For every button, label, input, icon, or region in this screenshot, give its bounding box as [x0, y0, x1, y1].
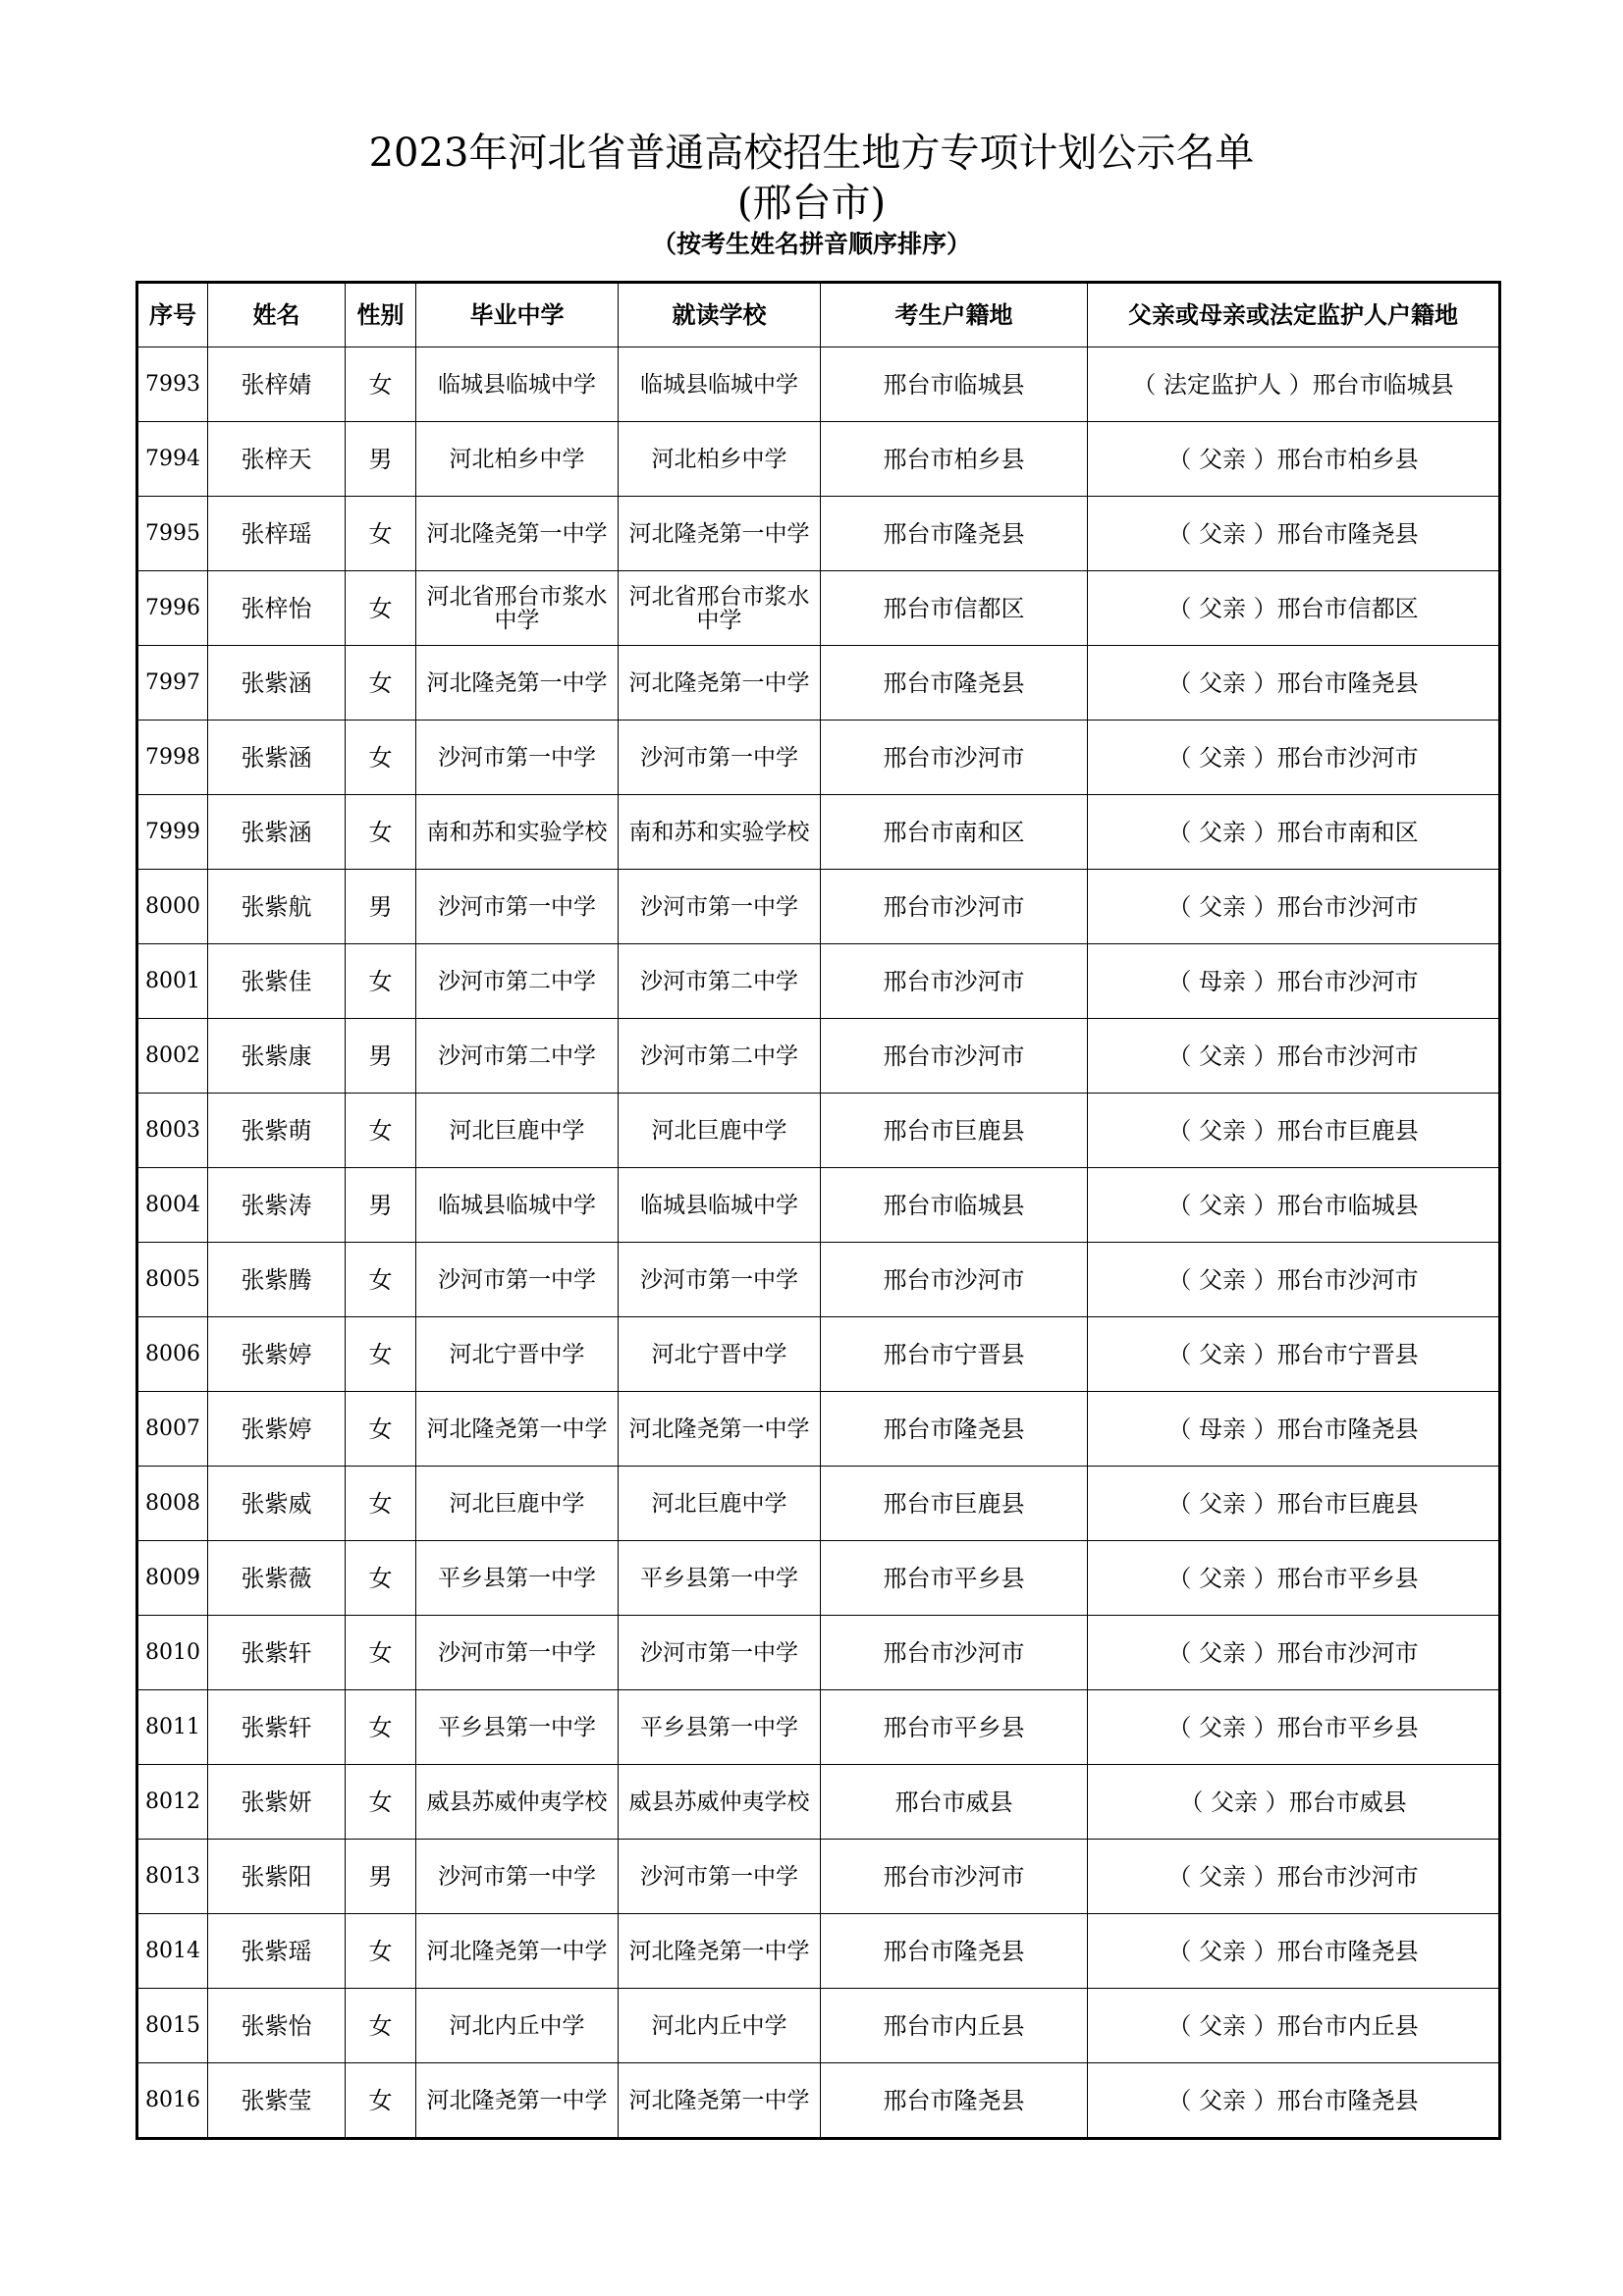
- cell-residence: 邢台市内丘县: [821, 1989, 1088, 2063]
- cell-current-school: 平乡县第一中学: [619, 1690, 821, 1765]
- cell-grad-school: 河北内丘中学: [416, 1989, 619, 2063]
- cell-current-school: 沙河市第一中学: [619, 1616, 821, 1690]
- table-row: [137, 1541, 1500, 1616]
- cell-name: 张梓怡: [208, 571, 346, 646]
- table-row: [137, 497, 1500, 571]
- cell-current-school: 沙河市第一中学: [619, 1243, 821, 1317]
- cell-current-school: 河北宁晋中学: [619, 1317, 821, 1392]
- cell-current-school: 河北巨鹿中学: [619, 1467, 821, 1541]
- table-row: [137, 1914, 1500, 1989]
- cell-guardian-residence: （ 法定监护人 ）邢台市临城县: [1088, 347, 1500, 422]
- cell-grad-school: 平乡县第一中学: [416, 1541, 619, 1616]
- cell-residence: 邢台市巨鹿县: [821, 1094, 1088, 1168]
- cell-current-school: 临城县临城中学: [619, 1168, 821, 1243]
- cell-grad-school: 河北柏乡中学: [416, 422, 619, 497]
- cell-current-school: 威县苏威仲夷学校: [619, 1765, 821, 1840]
- cell-residence: 邢台市临城县: [821, 1168, 1088, 1243]
- cell-grad-school: 河北巨鹿中学: [416, 1467, 619, 1541]
- cell-gender: 女: [346, 721, 416, 795]
- cell-residence: 邢台市隆尧县: [821, 2063, 1088, 2139]
- cell-current-school: 河北隆尧第一中学: [619, 646, 821, 721]
- cell-seq: 7999: [137, 795, 208, 870]
- cell-name: 张紫佳: [208, 944, 346, 1019]
- table-header: [137, 283, 1500, 347]
- cell-grad-school: 沙河市第一中学: [416, 870, 619, 944]
- table-row: [137, 1094, 1500, 1168]
- header-name: 姓名: [208, 283, 346, 347]
- cell-current-school: 河北内丘中学: [619, 1989, 821, 2063]
- cell-grad-school: 沙河市第一中学: [416, 1616, 619, 1690]
- cell-current-school: 沙河市第一中学: [619, 721, 821, 795]
- cell-gender: 女: [346, 795, 416, 870]
- header-grad-school: 毕业中学: [416, 283, 619, 347]
- cell-residence: 邢台市隆尧县: [821, 1914, 1088, 1989]
- cell-current-school: 河北隆尧第一中学: [619, 2063, 821, 2139]
- cell-residence: 邢台市南和区: [821, 795, 1088, 870]
- cell-residence: 邢台市沙河市: [821, 1840, 1088, 1914]
- cell-name: 张紫瑶: [208, 1914, 346, 1989]
- cell-seq: 7996: [137, 571, 208, 646]
- cell-guardian-residence: （ 父亲 ）邢台市南和区: [1088, 795, 1500, 870]
- cell-grad-school: 临城县临城中学: [416, 347, 619, 422]
- cell-seq: 8001: [137, 944, 208, 1019]
- cell-seq: 8012: [137, 1765, 208, 1840]
- cell-gender: 女: [346, 1467, 416, 1541]
- cell-guardian-residence: （ 父亲 ）邢台市隆尧县: [1088, 1914, 1500, 1989]
- cell-gender: 女: [346, 1765, 416, 1840]
- header-row: [137, 283, 1500, 347]
- table-row: [137, 1690, 1500, 1765]
- cell-residence: 邢台市隆尧县: [821, 1392, 1088, 1467]
- cell-current-school: 平乡县第一中学: [619, 1541, 821, 1616]
- roster-table: [135, 281, 1501, 2140]
- cell-guardian-residence: （ 父亲 ）邢台市平乡县: [1088, 1541, 1500, 1616]
- cell-gender: 女: [346, 1541, 416, 1616]
- table-row: [137, 1840, 1500, 1914]
- table-row: [137, 1317, 1500, 1392]
- table-row: [137, 347, 1500, 422]
- cell-gender: 女: [346, 2063, 416, 2139]
- document-title: 2023年河北省普通高校招生地方专项计划公示名单: [368, 131, 1255, 176]
- cell-seq: 8000: [137, 870, 208, 944]
- cell-seq: 8015: [137, 1989, 208, 2063]
- cell-name: 张紫莹: [208, 2063, 346, 2139]
- cell-current-school: 河北隆尧第一中学: [619, 1914, 821, 1989]
- cell-gender: 女: [346, 1094, 416, 1168]
- cell-gender: 男: [346, 422, 416, 497]
- cell-name: 张紫阳: [208, 1840, 346, 1914]
- cell-seq: 8007: [137, 1392, 208, 1467]
- cell-name: 张紫涵: [208, 795, 346, 870]
- cell-guardian-residence: （ 父亲 ）邢台市信都区: [1088, 571, 1500, 646]
- cell-grad-school: 河北省邢台市浆水中学: [416, 571, 619, 646]
- cell-guardian-residence: （ 父亲 ）邢台市柏乡县: [1088, 422, 1500, 497]
- cell-residence: 邢台市信都区: [821, 571, 1088, 646]
- cell-name: 张紫涛: [208, 1168, 346, 1243]
- cell-seq: 8010: [137, 1616, 208, 1690]
- cell-gender: 男: [346, 1840, 416, 1914]
- cell-name: 张紫婷: [208, 1317, 346, 1392]
- cell-name: 张紫轩: [208, 1690, 346, 1765]
- cell-name: 张梓瑶: [208, 497, 346, 571]
- cell-name: 张紫威: [208, 1467, 346, 1541]
- table-row: [137, 1765, 1500, 1840]
- cell-name: 张梓天: [208, 422, 346, 497]
- cell-seq: 8016: [137, 2063, 208, 2139]
- table-row: [137, 1019, 1500, 1094]
- cell-seq: 7993: [137, 347, 208, 422]
- header-guardian-residence: 父亲或母亲或法定监护人户籍地: [1088, 283, 1500, 347]
- cell-guardian-residence: （ 父亲 ）邢台市平乡县: [1088, 1690, 1500, 1765]
- cell-seq: 7995: [137, 497, 208, 571]
- cell-grad-school: 河北隆尧第一中学: [416, 1392, 619, 1467]
- cell-current-school: 沙河市第二中学: [619, 1019, 821, 1094]
- cell-guardian-residence: （ 父亲 ）邢台市内丘县: [1088, 1989, 1500, 2063]
- cell-guardian-residence: （ 父亲 ）邢台市威县: [1088, 1765, 1500, 1840]
- cell-seq: 8011: [137, 1690, 208, 1765]
- cell-current-school: 河北巨鹿中学: [619, 1094, 821, 1168]
- table-row: [137, 1467, 1500, 1541]
- document-subtitle: (邢台市): [736, 181, 887, 226]
- cell-gender: 女: [346, 646, 416, 721]
- cell-seq: 8004: [137, 1168, 208, 1243]
- cell-name: 张紫涵: [208, 646, 346, 721]
- cell-guardian-residence: （ 父亲 ）邢台市巨鹿县: [1088, 1467, 1500, 1541]
- cell-name: 张紫腾: [208, 1243, 346, 1317]
- table-row: [137, 1392, 1500, 1467]
- cell-guardian-residence: （ 父亲 ）邢台市临城县: [1088, 1168, 1500, 1243]
- cell-residence: 邢台市沙河市: [821, 1616, 1088, 1690]
- cell-current-school: 南和苏和实验学校: [619, 795, 821, 870]
- cell-residence: 邢台市威县: [821, 1765, 1088, 1840]
- cell-residence: 邢台市沙河市: [821, 944, 1088, 1019]
- cell-residence: 邢台市沙河市: [821, 870, 1088, 944]
- table-row: [137, 1616, 1500, 1690]
- cell-seq: 8014: [137, 1914, 208, 1989]
- cell-residence: 邢台市宁晋县: [821, 1317, 1088, 1392]
- cell-grad-school: 临城县临城中学: [416, 1168, 619, 1243]
- cell-gender: 女: [346, 944, 416, 1019]
- cell-name: 张紫妍: [208, 1765, 346, 1840]
- cell-gender: 男: [346, 1168, 416, 1243]
- header-residence: 考生户籍地: [821, 283, 1088, 347]
- table-row: [137, 646, 1500, 721]
- cell-seq: 8003: [137, 1094, 208, 1168]
- cell-gender: 男: [346, 1019, 416, 1094]
- cell-seq: 8006: [137, 1317, 208, 1392]
- table-row: [137, 795, 1500, 870]
- cell-gender: 女: [346, 1243, 416, 1317]
- cell-guardian-residence: （ 父亲 ）邢台市沙河市: [1088, 721, 1500, 795]
- cell-grad-school: 河北隆尧第一中学: [416, 497, 619, 571]
- header-gender: 性别: [346, 283, 416, 347]
- cell-grad-school: 沙河市第一中学: [416, 1840, 619, 1914]
- cell-name: 张紫婷: [208, 1392, 346, 1467]
- cell-name: 张紫康: [208, 1019, 346, 1094]
- cell-gender: 女: [346, 1392, 416, 1467]
- cell-name: 张紫薇: [208, 1541, 346, 1616]
- cell-seq: 7998: [137, 721, 208, 795]
- table-body: [137, 347, 1500, 2139]
- cell-current-school: 沙河市第一中学: [619, 1840, 821, 1914]
- cell-grad-school: 河北宁晋中学: [416, 1317, 619, 1392]
- cell-name: 张梓婧: [208, 347, 346, 422]
- cell-seq: 8013: [137, 1840, 208, 1914]
- cell-grad-school: 沙河市第一中学: [416, 721, 619, 795]
- cell-grad-school: 沙河市第二中学: [416, 944, 619, 1019]
- cell-seq: 7994: [137, 422, 208, 497]
- cell-gender: 女: [346, 1914, 416, 1989]
- table-row: [137, 571, 1500, 646]
- cell-name: 张紫怡: [208, 1989, 346, 2063]
- cell-gender: 女: [346, 571, 416, 646]
- cell-gender: 女: [346, 1989, 416, 2063]
- cell-guardian-residence: （ 父亲 ）邢台市沙河市: [1088, 1243, 1500, 1317]
- table-row: [137, 1989, 1500, 2063]
- cell-seq: 8008: [137, 1467, 208, 1541]
- sort-note: （按考生姓名拼音顺序排序）: [651, 230, 971, 258]
- cell-gender: 女: [346, 347, 416, 422]
- cell-current-school: 河北隆尧第一中学: [619, 497, 821, 571]
- table-row: [137, 1243, 1500, 1317]
- cell-gender: 男: [346, 870, 416, 944]
- cell-residence: 邢台市隆尧县: [821, 497, 1088, 571]
- cell-current-school: 河北柏乡中学: [619, 422, 821, 497]
- cell-grad-school: 沙河市第一中学: [416, 1243, 619, 1317]
- cell-guardian-residence: （ 父亲 ）邢台市沙河市: [1088, 1616, 1500, 1690]
- cell-grad-school: 河北隆尧第一中学: [416, 646, 619, 721]
- cell-grad-school: 平乡县第一中学: [416, 1690, 619, 1765]
- cell-grad-school: 南和苏和实验学校: [416, 795, 619, 870]
- cell-residence: 邢台市临城县: [821, 347, 1088, 422]
- cell-current-school: 沙河市第一中学: [619, 870, 821, 944]
- cell-guardian-residence: （ 母亲 ）邢台市沙河市: [1088, 944, 1500, 1019]
- cell-residence: 邢台市隆尧县: [821, 646, 1088, 721]
- cell-residence: 邢台市巨鹿县: [821, 1467, 1088, 1541]
- cell-residence: 邢台市沙河市: [821, 1243, 1088, 1317]
- cell-residence: 邢台市沙河市: [821, 721, 1088, 795]
- cell-guardian-residence: （ 父亲 ）邢台市沙河市: [1088, 1840, 1500, 1914]
- cell-guardian-residence: （ 父亲 ）邢台市隆尧县: [1088, 497, 1500, 571]
- table-row: [137, 944, 1500, 1019]
- cell-residence: 邢台市柏乡县: [821, 422, 1088, 497]
- cell-gender: 女: [346, 1317, 416, 1392]
- cell-residence: 邢台市沙河市: [821, 1019, 1088, 1094]
- cell-seq: 8009: [137, 1541, 208, 1616]
- cell-name: 张紫轩: [208, 1616, 346, 1690]
- cell-seq: 8002: [137, 1019, 208, 1094]
- cell-guardian-residence: （ 父亲 ）邢台市宁晋县: [1088, 1317, 1500, 1392]
- cell-guardian-residence: （ 母亲 ）邢台市隆尧县: [1088, 1392, 1500, 1467]
- cell-residence: 邢台市平乡县: [821, 1690, 1088, 1765]
- cell-grad-school: 河北巨鹿中学: [416, 1094, 619, 1168]
- header-seq: 序号: [137, 283, 208, 347]
- cell-grad-school: 河北隆尧第一中学: [416, 1914, 619, 1989]
- cell-current-school: 沙河市第二中学: [619, 944, 821, 1019]
- cell-grad-school: 威县苏威仲夷学校: [416, 1765, 619, 1840]
- cell-name: 张紫涵: [208, 721, 346, 795]
- cell-grad-school: 沙河市第二中学: [416, 1019, 619, 1094]
- table-row: [137, 2063, 1500, 2139]
- table-row: [137, 870, 1500, 944]
- cell-gender: 女: [346, 1690, 416, 1765]
- cell-guardian-residence: （ 父亲 ）邢台市巨鹿县: [1088, 1094, 1500, 1168]
- cell-gender: 女: [346, 1616, 416, 1690]
- cell-current-school: 河北省邢台市浆水中学: [619, 571, 821, 646]
- cell-guardian-residence: （ 父亲 ）邢台市隆尧县: [1088, 646, 1500, 721]
- cell-guardian-residence: （ 父亲 ）邢台市沙河市: [1088, 1019, 1500, 1094]
- table-row: [137, 422, 1500, 497]
- table-row: [137, 1168, 1500, 1243]
- cell-name: 张紫萌: [208, 1094, 346, 1168]
- cell-current-school: 临城县临城中学: [619, 347, 821, 422]
- cell-current-school: 河北隆尧第一中学: [619, 1392, 821, 1467]
- cell-gender: 女: [346, 497, 416, 571]
- cell-guardian-residence: （ 父亲 ）邢台市沙河市: [1088, 870, 1500, 944]
- cell-seq: 7997: [137, 646, 208, 721]
- cell-seq: 8005: [137, 1243, 208, 1317]
- cell-grad-school: 河北隆尧第一中学: [416, 2063, 619, 2139]
- cell-name: 张紫航: [208, 870, 346, 944]
- header-current-school: 就读学校: [619, 283, 821, 347]
- table-row: [137, 721, 1500, 795]
- cell-guardian-residence: （ 父亲 ）邢台市隆尧县: [1088, 2063, 1500, 2139]
- cell-residence: 邢台市平乡县: [821, 1541, 1088, 1616]
